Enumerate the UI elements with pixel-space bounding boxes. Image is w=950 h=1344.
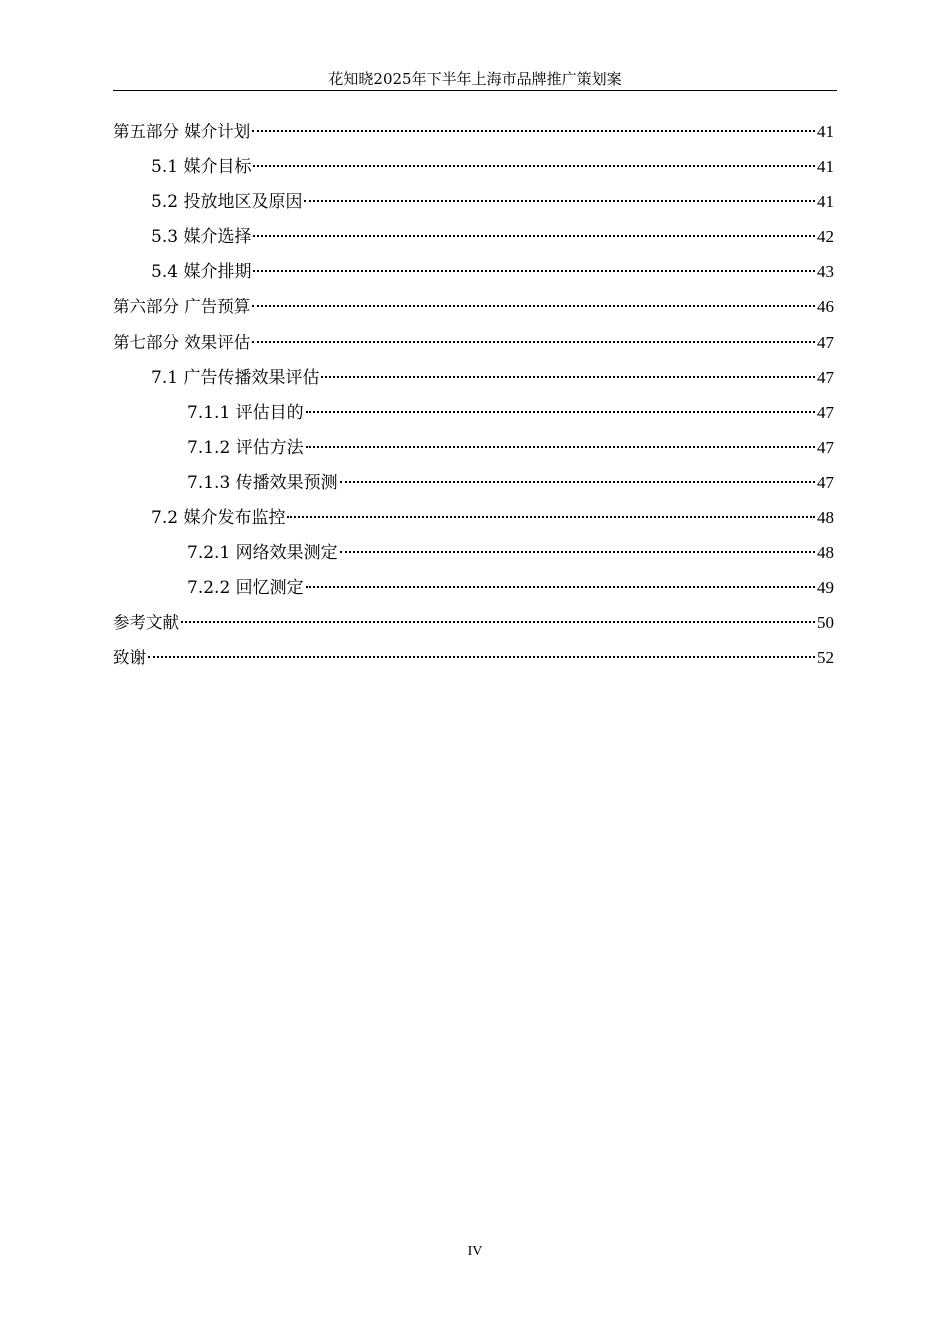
toc-entry-page: 47: [817, 332, 834, 352]
toc-entry-title: 参考文献: [113, 613, 179, 633]
toc-entry-title: 第六部分 广告预算: [113, 297, 251, 317]
toc-entry-title: 7.1 广告传播效果评估: [151, 367, 320, 388]
toc-entry-title: 7.2.1 网络效果测定: [187, 543, 338, 564]
toc-entry[interactable]: [113, 325, 834, 360]
toc-entry[interactable]: [113, 640, 834, 675]
toc-leader: [304, 199, 815, 202]
toc-entry[interactable]: [113, 430, 834, 465]
page-header: 花知晓2025年下半年上海市品牌推广策划案: [328, 70, 622, 88]
toc-leader: [252, 304, 815, 307]
toc-entry-title: 第五部分 媒介计划: [113, 122, 251, 141]
toc-entry-title: 第七部分 效果评估: [113, 332, 251, 352]
toc-entry[interactable]: [113, 219, 834, 254]
toc-entry-page: 47: [817, 437, 834, 457]
toc-leader: [253, 234, 815, 237]
toc-entry-page: 47: [817, 402, 834, 422]
header-rule: [113, 90, 837, 91]
toc-entry-page: 50: [817, 613, 834, 633]
toc-leader: [306, 410, 815, 413]
toc-leader: [252, 129, 815, 132]
toc-entry[interactable]: [113, 395, 834, 430]
toc-entry[interactable]: [113, 570, 834, 605]
toc-leader: [252, 340, 815, 343]
toc-entry[interactable]: [113, 289, 834, 324]
toc-leader: [306, 585, 815, 588]
toc-entry-page: 49: [817, 578, 834, 598]
toc-entry-title: 5.3 媒介选择: [151, 227, 252, 248]
table-of-contents: [113, 114, 834, 676]
toc-entry[interactable]: [113, 605, 834, 640]
toc-entry[interactable]: [113, 535, 834, 570]
toc-entry[interactable]: [113, 114, 834, 149]
toc-entry-page: 42: [817, 227, 834, 247]
toc-entry-page: 48: [817, 543, 834, 563]
toc-leader: [181, 620, 815, 623]
toc-entry-title: 5.1 媒介目标: [151, 157, 252, 178]
toc-entry[interactable]: [113, 360, 834, 395]
toc-leader: [148, 655, 815, 658]
toc-entry-page: 48: [817, 508, 834, 528]
toc-entry-title: 7.2.2 回忆测定: [187, 578, 304, 599]
toc-entry-page: 47: [817, 472, 834, 492]
page-number: IV: [467, 1244, 483, 1259]
toc-leader: [306, 445, 815, 448]
toc-entry-page: 41: [817, 122, 834, 141]
toc-entry-page: 41: [817, 157, 834, 177]
toc-entry[interactable]: [113, 149, 834, 184]
toc-leader: [253, 269, 815, 272]
toc-entry-page: 46: [817, 297, 834, 317]
toc-entry[interactable]: [113, 465, 834, 500]
toc-entry[interactable]: [113, 254, 834, 289]
toc-entry-title: 7.1.2 评估方法: [187, 437, 304, 458]
toc-entry-page: 43: [817, 262, 834, 282]
toc-entry-title: 致谢: [113, 648, 146, 668]
toc-entry-title: 5.4 媒介排期: [151, 262, 252, 283]
toc-entry-page: 47: [817, 367, 834, 387]
toc-leader: [340, 550, 815, 553]
toc-entry-title: 5.2 投放地区及原因: [151, 192, 303, 213]
toc-leader: [321, 375, 815, 378]
toc-entry-title: 7.1.3 传播效果预测: [187, 472, 338, 493]
toc-leader: [253, 164, 815, 167]
toc-entry-title: 7.2 媒介发布监控: [151, 508, 286, 529]
toc-entry-page: 52: [817, 648, 834, 668]
toc-entry-page: 41: [817, 192, 834, 212]
toc-entry[interactable]: [113, 500, 834, 535]
toc-entry-title: 7.1.1 评估目的: [187, 402, 304, 423]
toc-entry[interactable]: [113, 184, 834, 219]
toc-leader: [287, 515, 815, 518]
toc-leader: [340, 480, 815, 483]
